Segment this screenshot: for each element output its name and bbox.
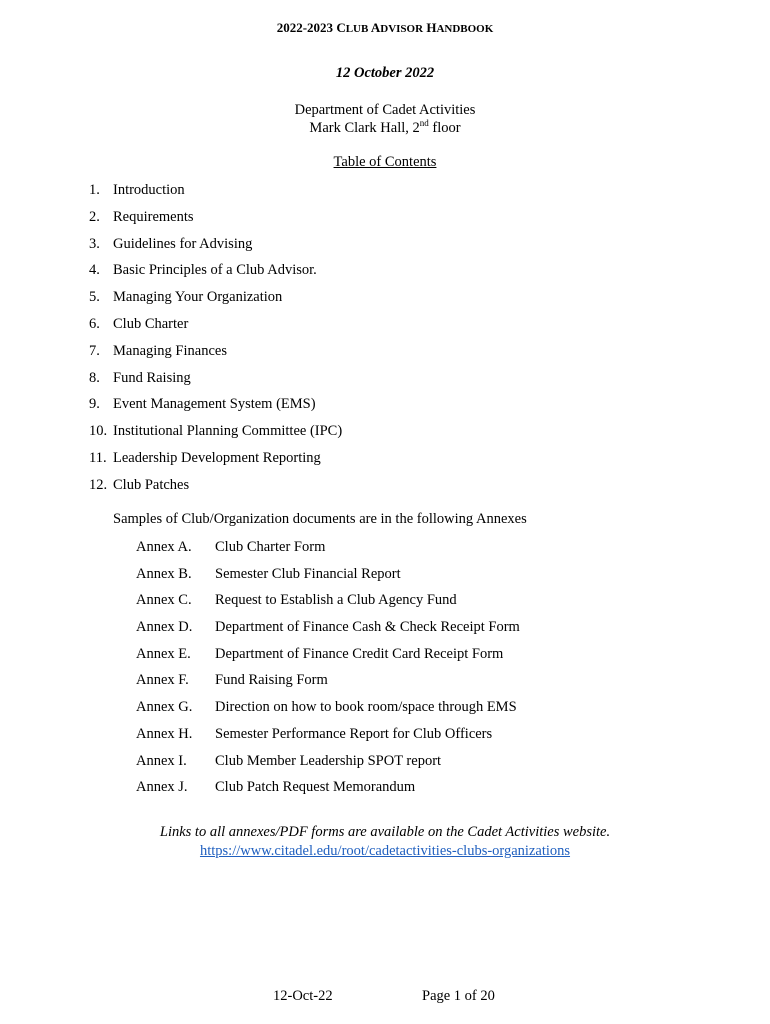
department-location bbox=[0, 119, 770, 137]
annex-item-tag: Annex G. bbox=[136, 699, 193, 716]
footer-date: 12-Oct-22 bbox=[273, 988, 333, 1004]
annex-item-tag: Annex I. bbox=[136, 752, 187, 769]
department-block bbox=[0, 101, 770, 137]
toc-item-label: Leadership Development Reporting bbox=[113, 449, 321, 466]
annex-item-label: Department of Finance Credit Card Receipt Form bbox=[215, 645, 504, 662]
footer-page-number: Page 1 of 20 bbox=[422, 988, 495, 1004]
document-date: 12 October 2022 bbox=[335, 65, 435, 81]
toc-title: Table of Contents bbox=[333, 154, 437, 170]
toc-item-number: 5. bbox=[89, 289, 100, 306]
toc-item bbox=[89, 369, 342, 396]
annex-item-label: Semester Club Financial Report bbox=[215, 565, 401, 582]
annex-item-label: Department of Finance Cash & Check Receipt Form bbox=[215, 619, 520, 636]
toc-item-number: 12. bbox=[89, 476, 108, 493]
annex-item-label: Club Member Leadership SPOT report bbox=[215, 752, 442, 769]
toc-item-number: 9. bbox=[89, 396, 100, 413]
annex-item-label: Club Patch Request Memorandum bbox=[215, 779, 416, 796]
toc-item bbox=[89, 476, 342, 503]
toc-item-label: Basic Principles of a Club Advisor. bbox=[113, 262, 317, 279]
annex-item bbox=[136, 725, 520, 752]
toc-item-label: Club Patches bbox=[113, 476, 190, 493]
annex-item bbox=[136, 645, 520, 672]
toc-item-label: Introduction bbox=[113, 182, 185, 198]
toc-item-number: 2. bbox=[89, 208, 100, 225]
department-name: Department of Cadet Activities bbox=[294, 102, 476, 118]
annex-item bbox=[136, 618, 520, 645]
annex-list bbox=[136, 538, 520, 805]
title-word bbox=[426, 20, 493, 35]
toc-item bbox=[89, 288, 342, 315]
title-words bbox=[336, 20, 493, 35]
title-word-rest: ANDBOOK bbox=[436, 23, 494, 35]
annex-item-tag: Annex F. bbox=[136, 672, 189, 689]
toc-item bbox=[89, 342, 342, 369]
cadet-activities-link[interactable]: https://www.citadel.edu/root/cadetactivities-clubs-organizations bbox=[199, 843, 571, 859]
toc-item-number: 6. bbox=[89, 315, 100, 332]
toc-item-label: Requirements bbox=[113, 208, 194, 225]
toc-item-label: Event Management System (EMS) bbox=[113, 396, 316, 413]
toc-item bbox=[89, 261, 342, 288]
annex-item-label: Request to Establish a Club Agency Fund bbox=[215, 592, 457, 609]
toc-item-number: 7. bbox=[89, 342, 100, 359]
title-word-initial: A bbox=[370, 20, 381, 35]
annex-item-tag: Annex C. bbox=[136, 592, 192, 609]
toc-item bbox=[89, 395, 342, 422]
links-block bbox=[0, 823, 770, 861]
toc-item bbox=[89, 208, 342, 235]
annex-item-tag: Annex D. bbox=[136, 619, 193, 636]
location-superscript: nd bbox=[419, 118, 429, 129]
location-prefix: Mark Clark Hall, 2 bbox=[309, 120, 420, 136]
annex-item bbox=[136, 565, 520, 592]
toc-item-number: 11. bbox=[89, 449, 107, 466]
annex-item bbox=[136, 778, 520, 805]
toc-item-number: 3. bbox=[89, 235, 100, 252]
toc-item-label: Fund Raising bbox=[113, 369, 191, 386]
annex-item-tag: Annex A. bbox=[136, 539, 192, 555]
annex-item bbox=[136, 671, 520, 698]
toc-item-number: 4. bbox=[89, 262, 100, 279]
annex-item-label: Direction on how to book room/space through EMS bbox=[215, 699, 517, 716]
toc-item-number: 10. bbox=[89, 423, 108, 440]
toc-item-number: 1. bbox=[89, 182, 100, 198]
title-word-initial: C bbox=[336, 20, 346, 35]
toc-item-label: Guidelines for Advising bbox=[113, 235, 253, 252]
toc-list bbox=[89, 181, 342, 503]
toc-item bbox=[89, 315, 342, 342]
title-word-rest: DVISOR bbox=[380, 23, 424, 35]
toc-item bbox=[89, 449, 342, 476]
document-title bbox=[0, 20, 770, 36]
annex-item-tag: Annex B. bbox=[136, 565, 192, 582]
annex-item bbox=[136, 538, 520, 565]
title-word-initial: H bbox=[426, 20, 437, 35]
title-word bbox=[336, 20, 368, 35]
links-note: Links to all annexes/PDF forms are available on the Cadet Activities website. bbox=[159, 824, 611, 840]
toc-item-number: 8. bbox=[89, 369, 100, 386]
annex-item bbox=[136, 752, 520, 779]
annex-item-tag: Annex E. bbox=[136, 645, 191, 662]
title-word-rest: LUB bbox=[345, 23, 369, 35]
toc-item bbox=[89, 181, 342, 208]
annex-item-label: Club Charter Form bbox=[215, 539, 326, 555]
toc-item-label: Club Charter bbox=[113, 315, 189, 332]
toc-item-label: Managing Your Organization bbox=[113, 289, 283, 306]
annex-item-tag: Annex H. bbox=[136, 725, 193, 742]
title-word bbox=[371, 20, 423, 35]
annex-item-label: Semester Performance Report for Club Officers bbox=[215, 725, 493, 742]
toc-item-label: Institutional Planning Committee (IPC) bbox=[113, 423, 343, 440]
title-year: 2022-2023 bbox=[276, 20, 334, 35]
annex-item bbox=[136, 591, 520, 618]
toc-item-label: Managing Finances bbox=[113, 342, 227, 359]
toc-item bbox=[89, 235, 342, 262]
annex-item-label: Fund Raising Form bbox=[215, 672, 328, 689]
location-suffix: floor bbox=[428, 120, 461, 136]
toc-item bbox=[89, 422, 342, 449]
annex-item bbox=[136, 698, 520, 725]
annex-intro: Samples of Club/Organization documents are in the following Annexes bbox=[113, 511, 527, 527]
annex-item-tag: Annex J. bbox=[136, 779, 188, 796]
